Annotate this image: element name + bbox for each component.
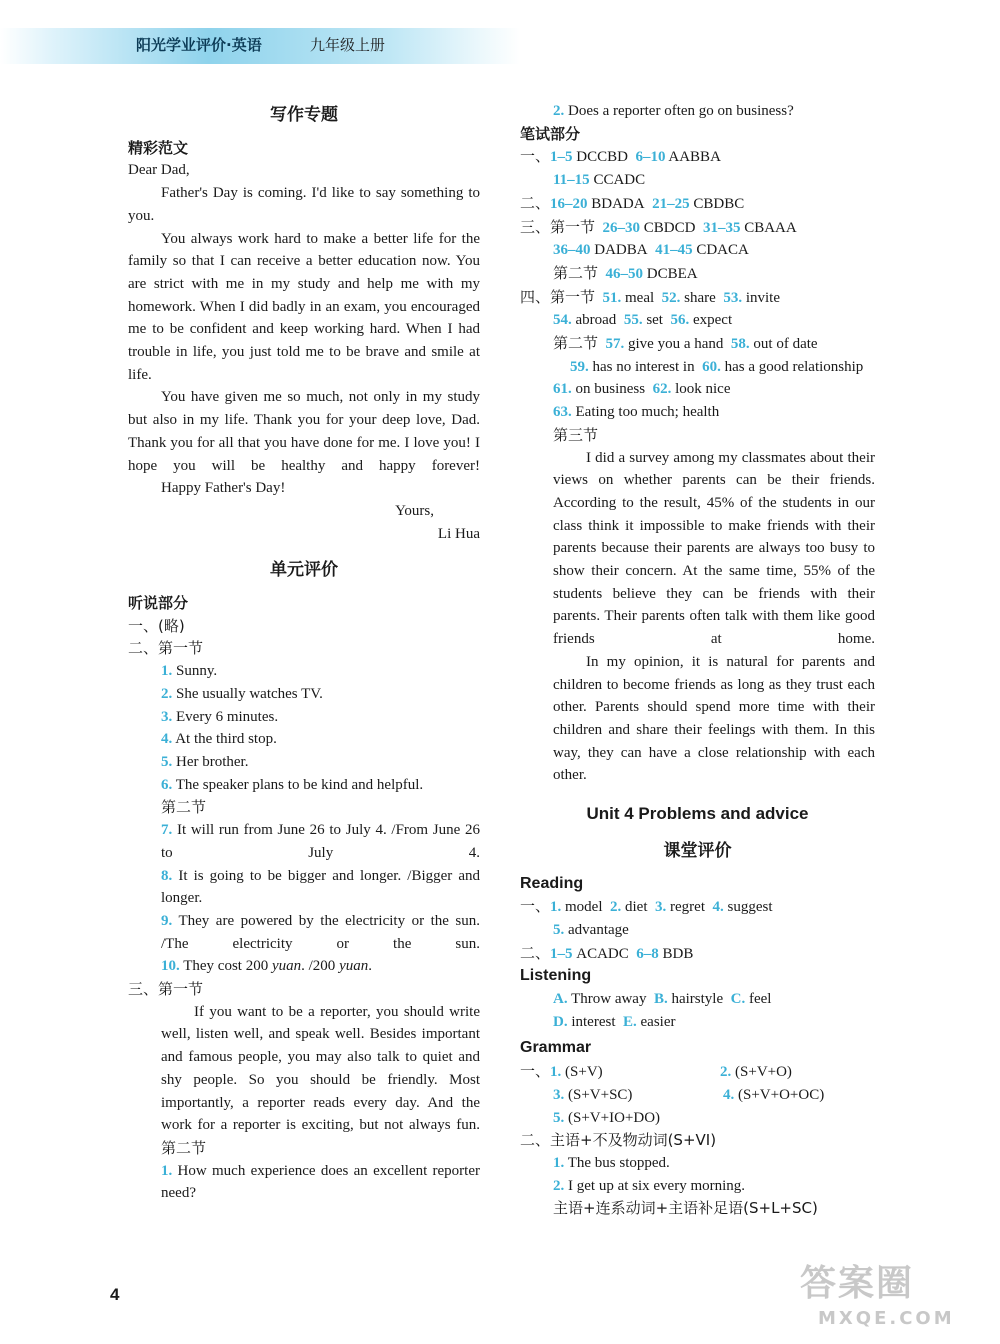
answer-row: 一、1–5 DCCBD 6–10 AABBA: [520, 147, 721, 166]
letter-signature: Li Hua: [437, 525, 480, 542]
answer-row: 四、第一节 51. meal 52. share 53. invite: [520, 287, 780, 306]
answer-item: 2. Does a reporter often go on business?: [553, 103, 794, 119]
listening-heading: Listening: [520, 967, 592, 985]
left-column: [128, 100, 480, 1205]
book-title: 阳光学业评价·英语: [136, 36, 262, 54]
answer-row: D. interest E. easier: [553, 1013, 676, 1030]
letter-closing: Yours,: [395, 502, 434, 519]
right-column: [520, 100, 875, 1220]
answer-item: 3. Every 6 minutes.: [161, 708, 279, 725]
sample-essay-label: 精彩范文: [128, 138, 189, 157]
answer-item: 9. They are powered by the electricity or the sun. /The electricity or the sun.: [161, 912, 480, 952]
answer-row: 1. The bus stopped.: [553, 1154, 670, 1171]
section-heading: 第三节: [553, 425, 599, 444]
page-number: 4: [110, 1285, 120, 1304]
answer-row: 5. (S+V+IO+DO): [553, 1109, 661, 1126]
letter-paragraph: You have given me so much, not only in my study but also in my life. Thank you for your deep love, Dad. Thank you for all that you have done for me. I love you! I hope you will be healthy and happy forever!: [128, 389, 480, 474]
section-heading: 第二节: [161, 798, 207, 817]
letter-paragraph: Happy Father's Day!: [161, 480, 286, 497]
unit-eval-title: 单元评价: [270, 560, 338, 581]
answer-row: 36–40 DADBA 41–45 CDACA: [553, 242, 749, 259]
section-heading: 二、第一节: [128, 639, 204, 658]
answer-row: 一、1. model 2. diet 3. regret 4. suggest: [520, 897, 773, 916]
listening-speaking-label: 听说部分: [128, 594, 189, 613]
answer-item: 4. At the third stop.: [161, 731, 277, 748]
answer-item: 10. They cost 200 yuan. /200 yuan.: [161, 958, 372, 975]
answer-paragraph: If you want to be a reporter, you should write well, listen well, and speak well. Besides important and famous people, you may also talk to quiet and shy people. So you should be friendly. Most importantly, a reporter reads every day. And the work for a reporter is exciting, but not always fun.: [161, 1003, 480, 1134]
section-heading: 二、主语+不及物动词(S+VI): [520, 1131, 717, 1150]
answer-row: 2. I get up at six every morning.: [553, 1177, 746, 1194]
letter-paragraph: You always work hard to make a better life for the family so that I can receive a better education now. You are strict with me in my study and help me with my homework. When I did badly in an exam, you encouraged me to be confident and keep working hard. When I had trouble in life, you just told me to be brave and smile at life.: [128, 230, 480, 383]
class-eval-title: 课堂评价: [663, 840, 732, 861]
section-heading: 一、(略): [128, 616, 185, 635]
section-heading: 主语+连系动词+主语补足语(S+L+SC): [553, 1199, 818, 1218]
answer-item: 2. She usually watches TV.: [161, 685, 323, 702]
essay-paragraph: I did a survey among my classmates about their views on whether parents can be their friends. According to the result, 45% of the students in our class think it impossible to make friends with their parents because their parents are always too busy to show their concern. At the same time, 55% of the students believe they can be friends with their parents. Their parents often talk with them like good friends at home.: [553, 449, 875, 648]
answer-row: 3. (S+V+SC) 4. (S+V+O+OC): [553, 1086, 825, 1103]
answer-item: 7. It will run from June 26 to July 4. /From June 26 to July 4.: [161, 822, 480, 861]
answer-item: 8. It is going to be bigger and longer. /Bigger and longer.: [161, 867, 481, 907]
answer-row: 二、16–20 BDADA 21–25 CBDBC: [520, 193, 745, 212]
answer-row: 11–15 CCADC: [553, 172, 646, 189]
answer-item: 5. Her brother.: [161, 753, 249, 770]
answer-row: 61. on business 62. look nice: [553, 381, 731, 398]
answer-row: 59. has no interest in 60. has a good relationship: [570, 358, 864, 375]
grade-label: 九年级上册: [310, 36, 386, 54]
grammar-heading: Grammar: [520, 1039, 592, 1057]
answer-row: A. Throw away B. hairstyle C. feel: [553, 991, 772, 1008]
answer-item: 1. Sunny.: [161, 663, 218, 680]
answer-row: 第二节 57. give you a hand 58. out of date: [553, 334, 818, 353]
section-heading: 三、第一节: [128, 980, 204, 999]
section-heading: 第二节: [161, 1138, 207, 1157]
answer-row: 63. Eating too much; health: [553, 404, 720, 421]
unit-title: Unit 4 Problems and advice: [586, 804, 809, 824]
answer-row: 54. abroad 55. set 56. expect: [553, 312, 733, 329]
reading-heading: Reading: [520, 874, 584, 892]
answer-row: 二、1–5 ACADC 6–8 BDB: [520, 943, 694, 962]
answer-row: 5. advantage: [553, 921, 629, 938]
letter-greeting: Dear Dad,: [128, 162, 190, 179]
written-section-label: 笔试部分: [520, 124, 581, 143]
answer-row: 一、1. (S+V) 2. (S+V+O): [520, 1062, 792, 1081]
answer-row: 三、第一节 26–30 CBDCD 31–35 CBAAA: [520, 217, 797, 236]
answer-item: 6. The speaker plans to be kind and helpful.: [161, 776, 424, 793]
watermark-logo: 答案圈: [800, 1263, 915, 1304]
answer-item: 1. How much experience does an excellent reporter need?: [161, 1162, 480, 1202]
answer-row: 第二节 46–50 DCBEA: [553, 263, 698, 282]
writing-section-title: 写作专题: [270, 105, 338, 125]
essay-paragraph: In my opinion, it is natural for parents and children to become friends as long as they trust each other. Parents should spend more time with their children and share their feelings with them. In this way, they can have a close relationship with each other.: [553, 653, 875, 784]
watermark-url: MXQE.COM: [818, 1308, 955, 1329]
letter-paragraph: Father's Day is coming. I'd like to say something to you.: [128, 185, 480, 224]
